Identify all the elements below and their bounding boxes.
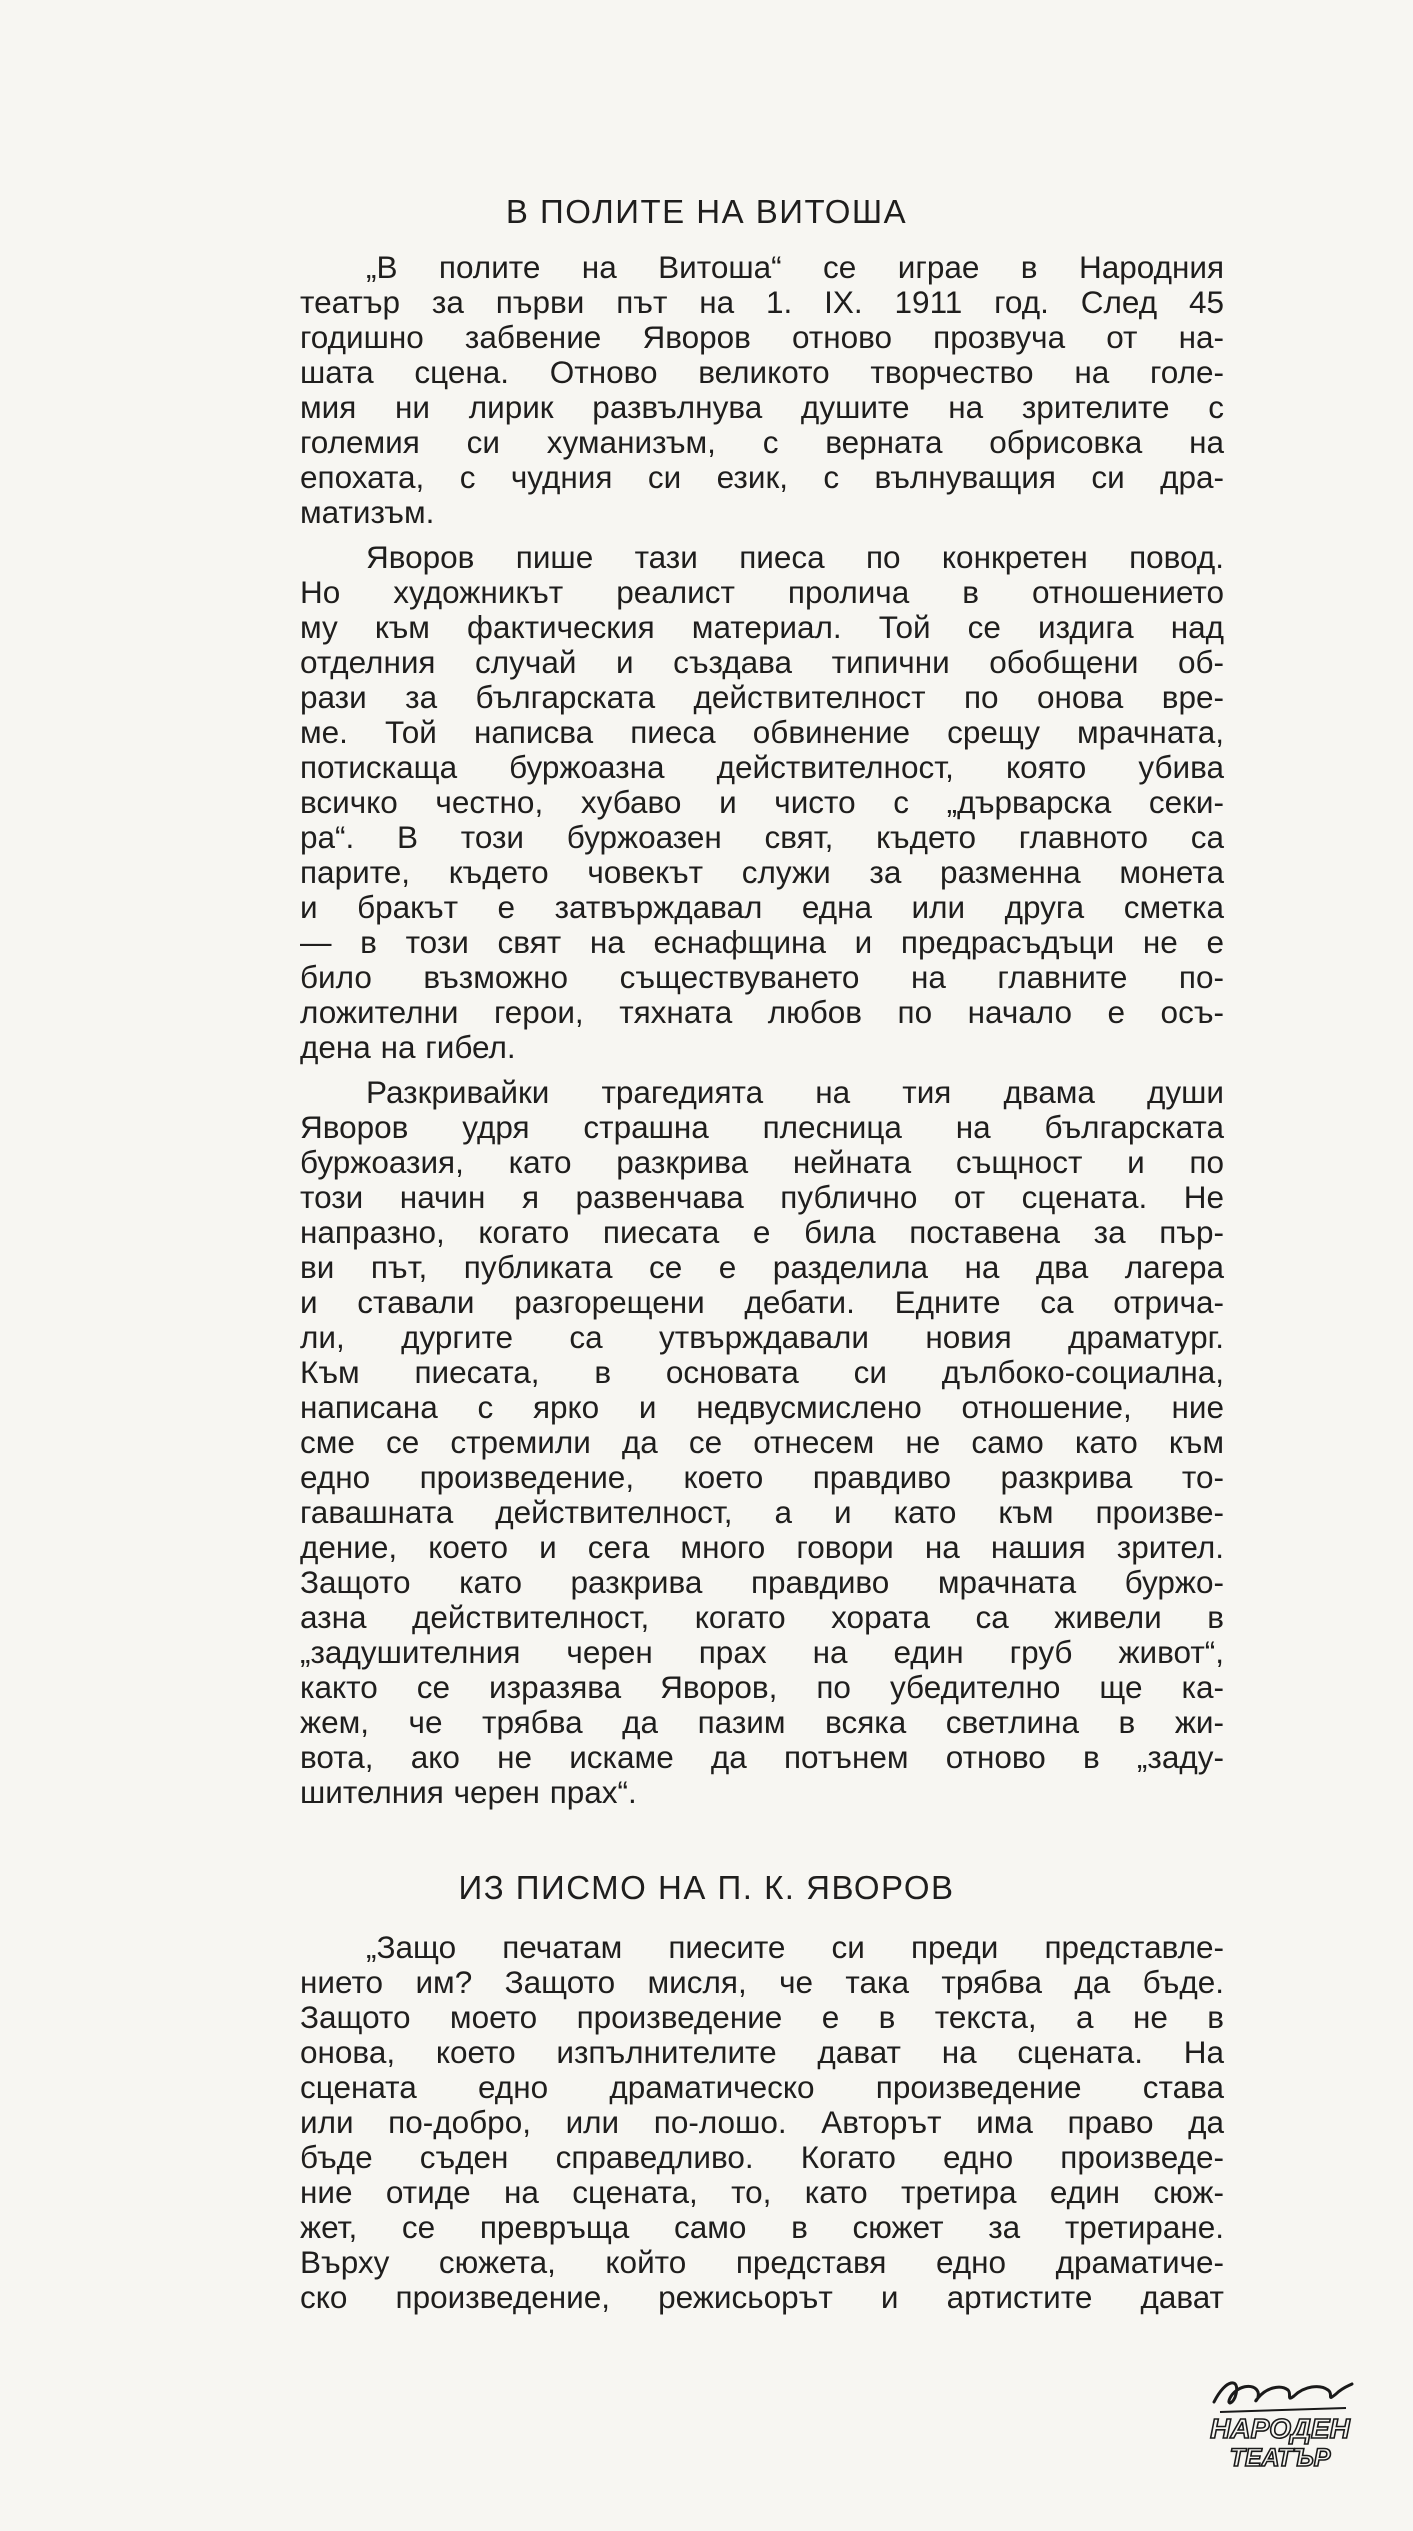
text-line: ра“. В този буржоазен свят, където главното са bbox=[300, 819, 1224, 855]
text-line: азна действителност, когато хората са живели в bbox=[300, 1599, 1224, 1635]
text-line: Разкривайки трагедията на тия двама души bbox=[366, 1074, 1224, 1110]
text-line: дена на гибел. bbox=[300, 1029, 516, 1065]
text-line: „задушителния черен прах на един груб живот“, bbox=[300, 1634, 1224, 1670]
text-line: ли, дургите са утвърждавали новия драматург. bbox=[300, 1319, 1224, 1355]
text-line: всичко честно, хубаво и чисто с „дърварска секи- bbox=[300, 784, 1224, 820]
text-line: шата сцена. Отново великото творчество на голе- bbox=[300, 354, 1224, 390]
text-line: както се изразява Яворов, по убедително ще ка- bbox=[300, 1669, 1224, 1705]
text-line: театър за първи път на 1. IX. 1911 год. След 45 bbox=[300, 284, 1224, 320]
text-line: мия ни лирик развълнува душите на зрителите с bbox=[300, 389, 1224, 425]
text-line: ме. Той написва пиеса обвинение срещу мрачната, bbox=[300, 714, 1224, 750]
text-line: едно произведение, което правдиво разкрива то- bbox=[300, 1459, 1224, 1495]
text-line: парите, където човекът служи за разменна монета bbox=[300, 854, 1224, 890]
text-line: и ставали разгорещени дебати. Едните са отрича- bbox=[300, 1284, 1224, 1320]
signature-mark bbox=[1214, 2383, 1352, 2403]
text-line: онова, което изпълнителите дават на сцената. На bbox=[300, 2034, 1224, 2070]
text-line: жем, че трябва да пазим всяка светлина в жи- bbox=[300, 1704, 1224, 1740]
logo-divider bbox=[1220, 2408, 1346, 2412]
text-line: отделния случай и създава типични обобщени об- bbox=[300, 644, 1224, 680]
text-line: бъде съден справедливо. Когато едно произведе- bbox=[300, 2139, 1224, 2175]
text-line: нието им? Защото мисля, че така трябва да бъде. bbox=[300, 1964, 1224, 2000]
text-line: жет, се превръща само в сюжет за третиране. bbox=[300, 2209, 1224, 2245]
text-line: шителния черен прах“. bbox=[300, 1774, 637, 1810]
text-line: вота, ако не искаме да потънем отново в „заду- bbox=[300, 1739, 1224, 1775]
text-line: гавашната действителност, а и като към произве- bbox=[300, 1494, 1224, 1530]
text-line: рази за българската действителност по онова вре- bbox=[300, 679, 1224, 715]
text-line: или по-добро, или по-лошо. Авторът има право да bbox=[300, 2104, 1224, 2140]
text-line: Защото моето произведение е в текста, а не в bbox=[300, 1999, 1224, 2035]
text-line: Яворов пише тази пиеса по конкретен повод. bbox=[366, 539, 1224, 575]
text-line: написана с ярко и недвусмислено отношение, ние bbox=[300, 1389, 1224, 1425]
text-line: епохата, с чудния си език, с вълнуващия си дра- bbox=[300, 459, 1224, 495]
text-line: и бракът е затвърждавал една или друга сметка bbox=[300, 889, 1224, 925]
section-title: В ПОЛИТЕ НА ВИТОША bbox=[505, 193, 908, 230]
text-line: Защото като разкрива правдиво мрачната буржо- bbox=[300, 1564, 1224, 1600]
text-line: годишно забвение Яворов отново прозвуча от на- bbox=[300, 319, 1224, 355]
text-line: буржоазия, като разкрива нейната същност и по bbox=[300, 1144, 1224, 1180]
text-line: — в този свят на еснафщина и предрасъдъци не е bbox=[300, 924, 1224, 960]
text-line: Яворов удря страшна плесница на българската bbox=[300, 1109, 1224, 1145]
text-line: Но художникът реалист пролича в отношението bbox=[300, 574, 1224, 610]
text-line: ние отиде на сцената, то, като третира един сюж- bbox=[300, 2174, 1224, 2210]
text-line: потискаща буржоазна действителност, която убива bbox=[300, 749, 1224, 785]
text-line: Върху сюжета, който представя едно драматиче- bbox=[300, 2244, 1224, 2280]
text-line: матизъм. bbox=[300, 494, 435, 530]
logo-line-2: ТЕАТЪР bbox=[1229, 2444, 1331, 2472]
text-line: сме се стремили да се отнесем не само като към bbox=[300, 1424, 1224, 1460]
text-line: ви път, публиката се е разделила на два лагера bbox=[300, 1249, 1224, 1285]
text-line: големия си хуманизъм, с верната обрисовка на bbox=[300, 424, 1224, 460]
logo-line-1: НАРОДЕН bbox=[1210, 2413, 1350, 2444]
text-line: „Защо печатам пиесите си преди представле- bbox=[366, 1929, 1224, 1965]
text-line: сцената едно драматическо произведение става bbox=[300, 2069, 1224, 2105]
text-line: ско произведение, режисьорът и артистите дават bbox=[300, 2279, 1224, 2315]
text-line: този начин я развенчава публично от сцената. Не bbox=[300, 1179, 1224, 1215]
text-line: дение, което и сега много говори на нашия зрител. bbox=[300, 1529, 1224, 1565]
text-line: било възможно съществуването на главните по- bbox=[300, 959, 1224, 995]
text-line: „В полите на Витоша“ се играе в Народния bbox=[366, 249, 1224, 285]
text-line: му към фактическия материал. Той се издига над bbox=[300, 609, 1224, 645]
national-theatre-logo bbox=[1196, 2372, 1364, 2472]
text-line: Към пиесата, в основата си дълбоко-социална, bbox=[300, 1354, 1224, 1390]
text-line: напразно, когато пиесата е била поставена за пър- bbox=[300, 1214, 1224, 1250]
section-title: ИЗ ПИСМО НА П. К. ЯВОРОВ bbox=[458, 1869, 955, 1906]
text-line: ложителни герои, тяхната любов по начало е осъ- bbox=[300, 994, 1224, 1030]
